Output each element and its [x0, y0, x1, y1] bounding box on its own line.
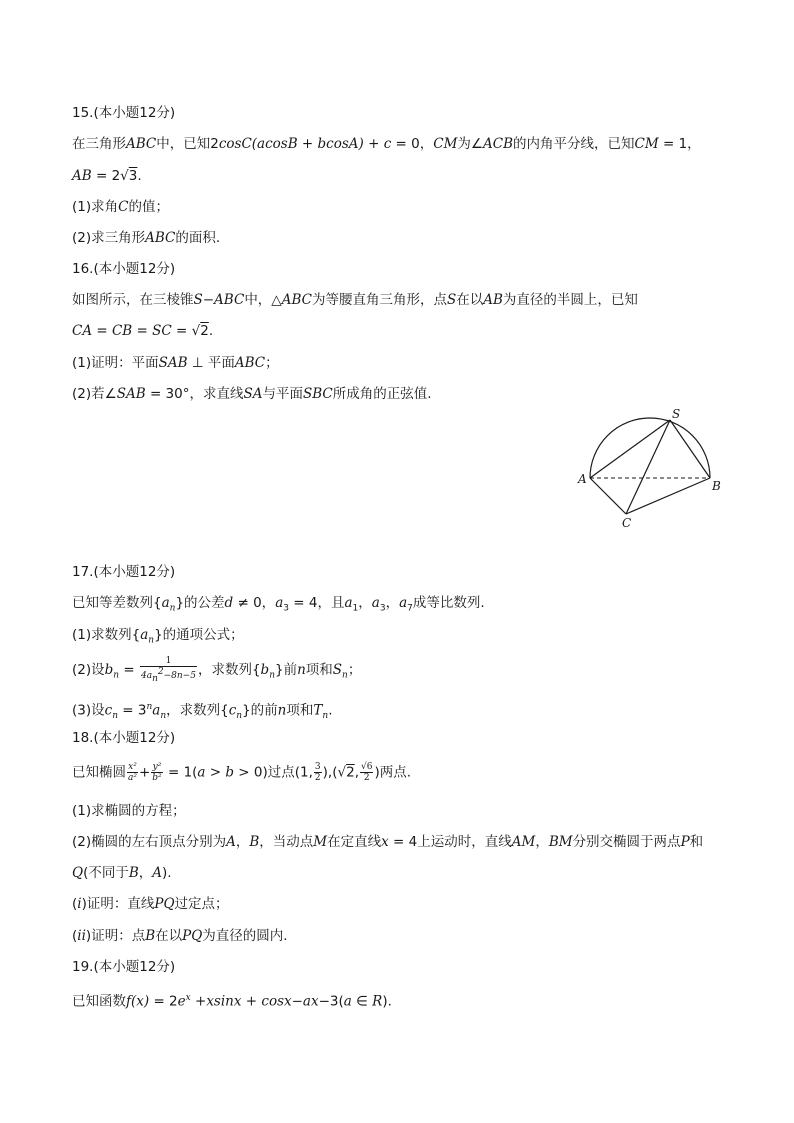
q15-header: 15.(本小题12分) — [72, 105, 176, 121]
q18-part-i: (i)证明：直线PQ过定点； — [72, 896, 229, 912]
label-b: B — [712, 479, 721, 493]
q16-part-2: (2)若∠SAB = 30°，求直线SA与平面SBC所成角的正弦值. — [72, 386, 432, 402]
q16-header: 16.(本小题12分) — [72, 261, 176, 277]
edge-ac — [590, 478, 626, 514]
semicircle-arc — [590, 418, 710, 478]
edge-cb — [626, 478, 710, 514]
q17-part-3: (3)设$c_n = 3^na_n$，求数列$\{c_n\}$的前n项和$T_n$. — [72, 702, 333, 722]
q16-line-2: CA = CB = SC = √2. — [72, 323, 214, 339]
edge-cs — [626, 420, 670, 514]
q15-part-2: (2)求三角形ABC的面积. — [72, 230, 221, 246]
fraction-bn: $\frac{1}{4a_n^2-8n-5}$ — [140, 656, 196, 684]
q18-line-1: 已知椭圆 $\frac{\text{x²}}{\text{a²}}$ + $\frac{\text{y²}}{\text{b²}}$ = 1(a > b > 0)过点(1, $\frac{3}{2}$ ),(√2, $\frac{√6}{2}$ )两点. — [72, 762, 412, 783]
edge-sb — [670, 420, 710, 478]
q18-part-ii: (ii)证明：点B在以PQ为直径的圆内. — [72, 928, 288, 944]
q17-line-1: 已知等差数列$\{a_n\}$的公差d ≠ 0，$a_3 = 4$，且$a_1$，$a_3$，$a_7$成等比数列. — [72, 595, 485, 614]
q17-part-2: (2)设$b_n$ = $\frac{1}{4a_n^2-8n-5}$ ，求数列$\{b_n\}$前n项和$S_n$； — [72, 656, 362, 684]
q18-header: 18.(本小题12分) — [72, 730, 176, 746]
q19-line-1: 已知函数$f(x) = 2e^x +xsinx + \cos x-ax-3(a$ ∈ R). — [72, 993, 392, 1010]
q17-header: 17.(本小题12分) — [72, 564, 176, 580]
label-s: S — [672, 407, 681, 421]
q15-line-2: AB = 2√3. — [72, 168, 142, 184]
q19-header: 19.(本小题12分) — [72, 959, 176, 975]
q18-part-2-line-2: Q(不同于B，A). — [72, 865, 172, 881]
fraction-3-2: $\frac{3}{2}$ — [314, 762, 321, 783]
fraction-y2-b2: $\frac{\text{y²}}{\text{b²}}$ — [152, 762, 162, 783]
fraction-sqrt6-2: $\frac{√6}{2}$ — [360, 762, 373, 783]
q16-line-1: 如图所示，在三棱锥S−ABC中，△ABC为等腰直角三角形，点S在以AB为直径的半圆上，已知 — [72, 292, 638, 308]
q16-part-1: (1)证明：平面SAB ⊥ 平面ABC； — [72, 355, 279, 371]
q18-part-1: (1)求椭圆的方程； — [72, 803, 186, 819]
q15-part-1: (1)求角C的值； — [72, 199, 169, 215]
tetrahedron-figure — [570, 404, 730, 534]
q15-line-1: 在三角形ABC中，已知2cosC(acosB + bcosA) + c = 0，CM为∠ACB的内角平分线，已知CM = 1， — [72, 136, 701, 152]
q17-part-1: (1)求数列$\{a_n\}$的通项公式； — [72, 627, 244, 646]
edge-as — [590, 420, 670, 478]
fraction-x2-a2: $\frac{\text{x²}}{\text{a²}}$ — [128, 762, 137, 783]
label-a: A — [578, 472, 587, 486]
label-c: C — [622, 516, 632, 530]
q18-part-2: (2)椭圆的左右顶点分别为A，B，当动点M在定直线x = 4上运动时，直线AM，BM分别交椭圆于两点P和 — [72, 834, 704, 850]
